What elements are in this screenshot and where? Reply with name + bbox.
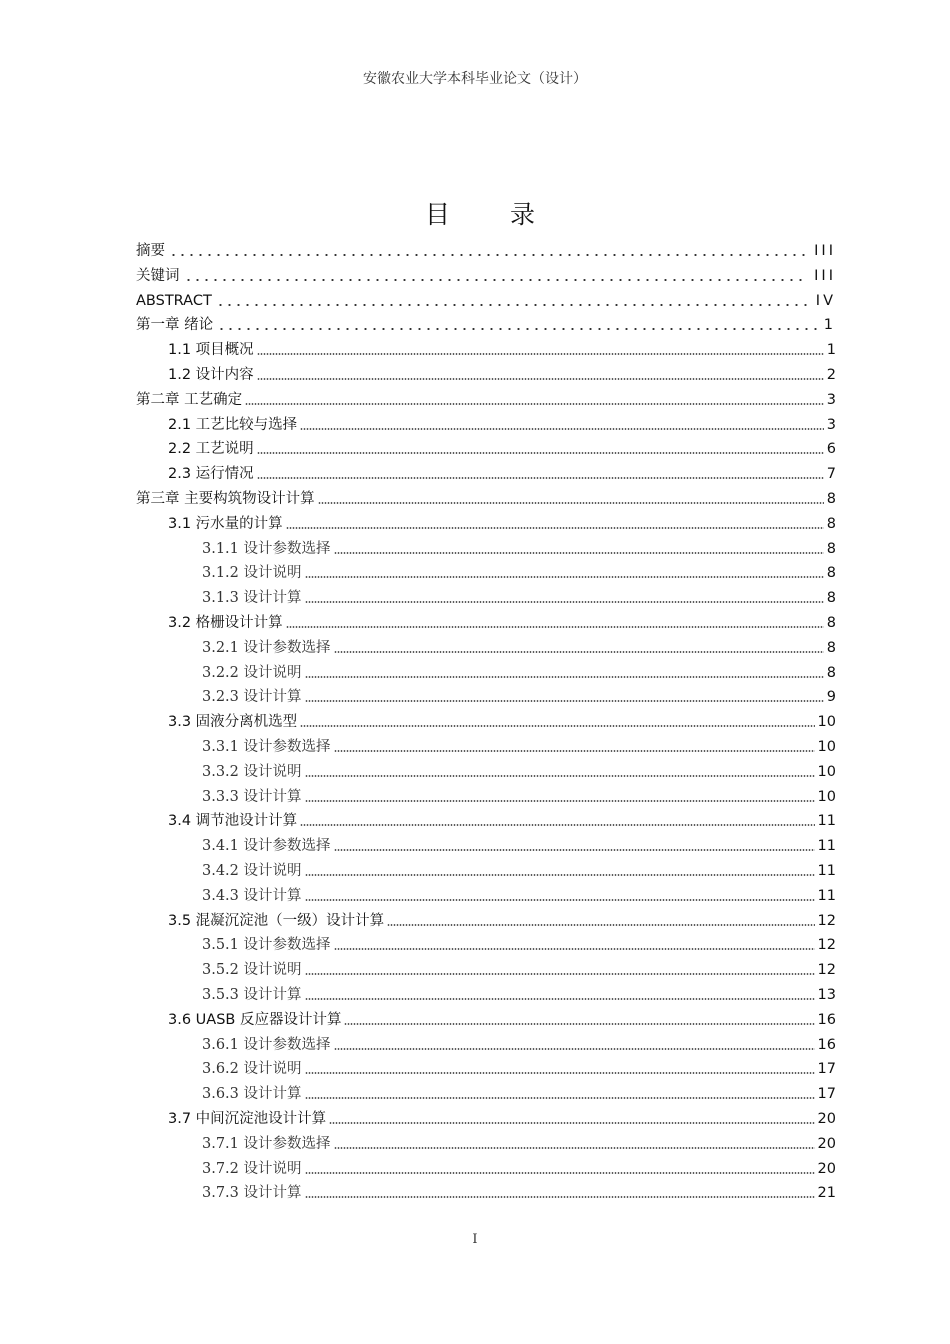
toc-entry[interactable] (202, 955, 836, 979)
toc-entry-page: 16 (817, 1036, 836, 1053)
toc-entry-page: 7 (826, 466, 836, 483)
toc-entry-page: 2 (826, 367, 836, 383)
toc-leader-dots (245, 403, 824, 405)
toc-entry[interactable] (168, 410, 836, 434)
toc-entry-label: 3.6.1 设计参数选择 (202, 1036, 331, 1053)
toc-leader-dots (305, 601, 824, 603)
toc-entry-page: 3 (826, 416, 836, 433)
toc-leader-dots (257, 353, 824, 355)
toc-entry-page: IV (815, 292, 836, 309)
toc-entry-label: 3.7.3 设计计算 (202, 1185, 302, 1202)
toc-leader-dots (169, 254, 808, 256)
toc-entry-label: 3.7 中间沉淀池设计计算 (168, 1111, 327, 1127)
toc-entry[interactable] (202, 583, 836, 607)
toc-entry[interactable] (136, 385, 836, 409)
toc-leader-dots (334, 948, 815, 950)
toc-entry-page: III (814, 243, 836, 259)
toc-entry-label: 3.4 调节池设计计算 (168, 813, 298, 830)
toc-leader-dots (329, 1122, 814, 1124)
toc-entry-label: 1.1 项目概况 (168, 342, 254, 359)
toc-entry-page: 17 (817, 1061, 836, 1078)
page-number: I (472, 1232, 478, 1247)
toc-entry[interactable] (168, 707, 836, 731)
toc-entry-page: 16 (817, 1011, 836, 1028)
toc-entry-page: 8 (826, 491, 836, 507)
toc-entry[interactable] (202, 881, 836, 905)
toc-entry-page: 10 (817, 763, 836, 780)
toc-title: 目 录 (425, 200, 561, 229)
toc-leader-dots (184, 279, 809, 281)
toc-entry-label: 3.3.1 设计参数选择 (202, 739, 331, 755)
toc-entry-page: 1 (826, 342, 836, 359)
running-header: 安徽农业大学本科毕业论文（设计） (363, 71, 587, 87)
toc-leader-dots (334, 1048, 815, 1050)
toc-entry[interactable] (202, 1178, 836, 1202)
toc-leader-dots (305, 800, 815, 802)
toc-entry[interactable] (202, 757, 836, 781)
toc-entry-label: 3.5.3 设计计算 (202, 987, 302, 1003)
toc-entry-label: 3.5.1 设计参数选择 (202, 937, 331, 954)
toc-entry-page: 8 (826, 590, 836, 607)
toc-entry-label: 3.2 格栅设计计算 (168, 615, 283, 631)
toc-entry-page: 8 (826, 664, 836, 681)
toc-entry-page: 1 (823, 317, 836, 334)
toc-entry[interactable] (202, 534, 836, 558)
toc-entry-page: 20 (817, 1160, 836, 1177)
toc-leader-dots (387, 924, 814, 926)
toc-leader-dots (305, 973, 815, 975)
toc-leader-dots (334, 750, 815, 752)
toc-entry-page: 20 (817, 1135, 836, 1152)
toc-leader-dots (305, 775, 815, 777)
toc-entry-page: 6 (826, 441, 836, 458)
toc-entry[interactable] (168, 1104, 836, 1128)
toc-leader-dots (305, 998, 815, 1000)
toc-entry-label: 3.2.2 设计说明 (202, 664, 302, 681)
toc-entry[interactable] (202, 1129, 836, 1153)
toc-entry[interactable] (202, 1030, 836, 1054)
toc-entry[interactable] (168, 1005, 836, 1029)
toc-leader-dots (257, 452, 824, 454)
toc-entry[interactable] (168, 509, 836, 533)
toc-leader-dots (305, 676, 824, 678)
toc-entry-label: 3.4.1 设计参数选择 (202, 838, 331, 855)
toc-entry-page: 10 (817, 788, 836, 805)
toc-entry-label: 3.3.3 设计计算 (202, 788, 302, 805)
toc-leader-dots (300, 725, 814, 727)
toc-entry-label: 3.7.2 设计说明 (202, 1160, 302, 1177)
toc-entry[interactable] (202, 732, 836, 756)
toc-entry-label: 3.5.2 设计说明 (202, 962, 302, 979)
toc-entry-page: 10 (817, 739, 836, 755)
toc-entry[interactable] (136, 310, 836, 334)
toc-entry-label: 3.2.3 设计计算 (202, 689, 302, 706)
toc-entry-page: III (814, 267, 836, 284)
toc-entry-page: 8 (826, 639, 836, 656)
toc-entry[interactable] (136, 236, 836, 260)
toc-entry[interactable] (202, 633, 836, 657)
toc-entry-page: 13 (817, 987, 836, 1003)
toc-entry-page: 11 (817, 838, 836, 855)
toc-entry-page: 11 (817, 813, 836, 830)
toc-leader-dots (217, 328, 818, 330)
toc-leader-dots (318, 502, 824, 504)
toc-entry-label: 3.6.3 设计计算 (202, 1086, 302, 1103)
toc-entry-label: 3.1 污水量的计算 (168, 515, 283, 532)
toc-leader-dots (305, 1072, 815, 1074)
toc-entry[interactable] (168, 335, 836, 359)
toc-leader-dots (305, 1097, 815, 1099)
toc-entry-label: 3.1.1 设计参数选择 (202, 540, 331, 557)
toc-entry-label: 3.1.2 设计说明 (202, 565, 302, 582)
toc-entry-page: 12 (817, 962, 836, 979)
toc-entry-label: 第三章 主要构筑物设计计算 (136, 491, 315, 507)
toc-entry[interactable] (168, 806, 836, 830)
toc-entry-label: 3.4.2 设计说明 (202, 863, 302, 879)
toc-entry-page: 11 (817, 887, 836, 904)
toc-leader-dots (305, 899, 815, 901)
toc-entry-page: 8 (826, 540, 836, 557)
toc-entry-page: 9 (826, 689, 836, 706)
toc-entry-label: ABSTRACT (136, 292, 212, 309)
toc-entry-label: 3.3 固液分离机选型 (168, 714, 298, 731)
toc-leader-dots (344, 1023, 814, 1025)
toc-leader-dots (300, 428, 824, 430)
toc-leader-dots (257, 477, 824, 479)
toc-entry-label: 2.3 运行情况 (168, 466, 254, 483)
toc-entry-label: 第一章 绪论 (136, 317, 214, 334)
toc-entry[interactable] (202, 980, 836, 1004)
toc-entry-label: 3.6.2 设计说明 (202, 1061, 302, 1078)
toc-leader-dots (305, 874, 815, 876)
toc-entry[interactable] (136, 261, 836, 285)
toc-entry-page: 8 (826, 615, 836, 631)
toc-leader-dots (286, 626, 824, 628)
toc-entry[interactable] (202, 856, 836, 880)
toc-leader-dots (257, 378, 824, 380)
toc-entry-page: 10 (817, 714, 836, 731)
toc-entry-label: 3.7.1 设计参数选择 (202, 1135, 331, 1152)
toc-entry[interactable] (168, 906, 836, 930)
toc-entry-label: 2.2 工艺说明 (168, 441, 254, 458)
toc-entry-page: 8 (826, 565, 836, 582)
toc-leader-dots (334, 849, 815, 851)
toc-entry[interactable] (136, 484, 836, 508)
toc-entry[interactable] (202, 1079, 836, 1103)
toc-leader-dots (286, 527, 824, 529)
toc-entry[interactable] (202, 930, 836, 954)
toc-entry[interactable] (168, 459, 836, 483)
toc-entry-label: 3.3.2 设计说明 (202, 763, 302, 780)
toc-entry-label: 3.5 混凝沉淀池（一级）设计计算 (168, 912, 385, 929)
toc-entry-label: 3.1.3 设计计算 (202, 590, 302, 607)
toc-entry-page: 17 (817, 1086, 836, 1103)
toc-entry[interactable] (202, 1154, 836, 1178)
toc-leader-dots (305, 700, 824, 702)
toc-entry-label: 3.6 UASB 反应器设计计算 (168, 1011, 342, 1028)
toc-entry-page: 3 (826, 391, 836, 408)
toc-leader-dots (305, 1196, 815, 1198)
toc-entry[interactable] (202, 682, 836, 706)
toc-entry[interactable] (202, 782, 836, 806)
toc-entry-page: 8 (826, 515, 836, 532)
toc-entry-label: 摘要 (136, 243, 165, 259)
toc-leader-dots (305, 576, 824, 578)
toc-leader-dots (334, 651, 824, 653)
toc-entry-page: 20 (817, 1111, 836, 1127)
toc-entry-page: 12 (817, 937, 836, 954)
toc-entry-page: 12 (817, 912, 836, 929)
toc-entry-label: 关键词 (136, 267, 180, 284)
toc-leader-dots (300, 824, 814, 826)
toc-entry-label: 第二章 工艺确定 (136, 391, 243, 408)
toc-entry[interactable] (202, 558, 836, 582)
toc-leader-dots (216, 304, 810, 306)
toc-entry[interactable] (202, 658, 836, 682)
toc-entry-label: 2.1 工艺比较与选择 (168, 416, 298, 433)
toc-entry-label: 3.4.3 设计计算 (202, 887, 302, 904)
toc-entry-label: 1.2 设计内容 (168, 367, 254, 383)
toc-entry[interactable] (168, 434, 836, 458)
toc-leader-dots (334, 552, 824, 554)
toc-entry[interactable] (168, 360, 836, 384)
toc-leader-dots (334, 1147, 815, 1149)
toc-entry[interactable] (168, 608, 836, 632)
toc-entry-page: 11 (817, 863, 836, 879)
toc-entry[interactable] (136, 286, 836, 310)
toc-entry[interactable] (202, 831, 836, 855)
toc-entry-label: 3.2.1 设计参数选择 (202, 639, 331, 656)
toc-entry-page: 21 (817, 1185, 836, 1202)
toc-leader-dots (305, 1172, 815, 1174)
toc-entry[interactable] (202, 1054, 836, 1078)
